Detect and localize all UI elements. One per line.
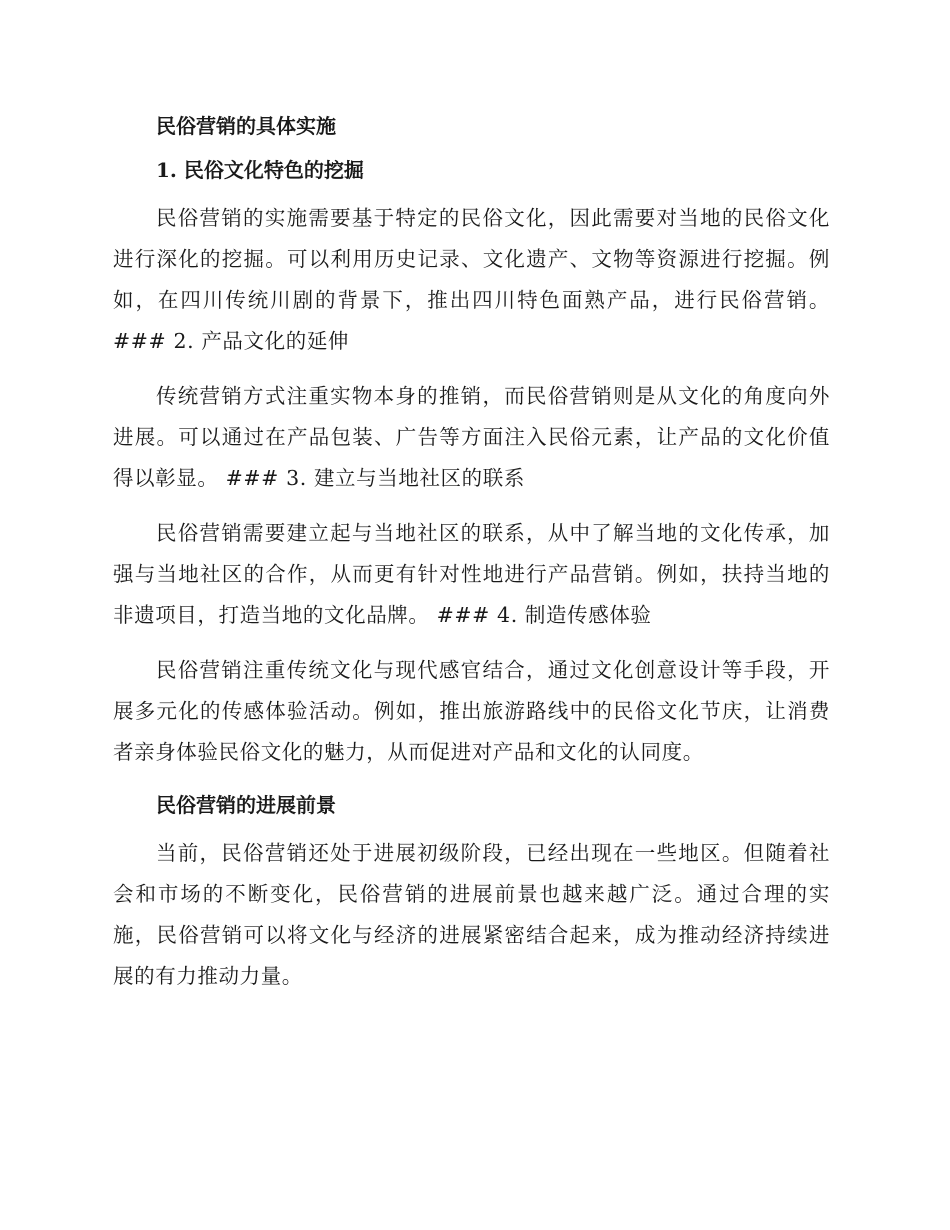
subsection-title-folk-culture: 1. 民俗文化特色的挖掘 xyxy=(156,158,364,182)
paragraph-prospects: 当前，民俗营销还处于进展初级阶段，已经出现在一些地区。但随着社会和市场的不断变化，民俗营销的进展前景也越来越广泛。通过合理的实施，民俗营销可以将文化与经济的进展紧密结合起来，成为推动经济持续进展的有力推动力量。 xyxy=(113,841,830,988)
section-title-prospects: 民俗营销的进展前景 xyxy=(156,793,336,817)
section-title-implementation: 民俗营销的具体实施 xyxy=(156,114,336,138)
paragraph-product-culture: 传统营销方式注重实物本身的推销，而民俗营销则是从文化的角度向外进展。可以通过在产品包装、广告等方面注入民俗元素，让产品的文化价值得以彰显。 ### 3. 建立与当地社区的联系 xyxy=(113,384,830,490)
paragraph-folk-culture: 民俗营销的实施需要基于特定的民俗文化，因此需要对当地的民俗文化进行深化的挖掘。可以利用历史记录、文化遗产、文物等资源进行挖掘。例如，在四川传统川剧的背景下，推出四川特色面熟产品，进行民俗营销。### 2. 产品文化的延伸 xyxy=(113,206,830,353)
paragraph-sensory-experience: 民俗营销注重传统文化与现代感官结合，通过文化创意设计等手段，开展多元化的传感体验活动。例如，推出旅游路线中的民俗文化节庆，让消费者亲身体验民俗文化的魅力，从而促进对产品和文化的认同度。 xyxy=(113,658,830,764)
paragraph-community: 民俗营销需要建立起与当地社区的联系，从中了解当地的文化传承，加强与当地社区的合作，从而更有针对性地进行产品营销。例如，扶持当地的非遗项目，打造当地的文化品牌。 ### 4. 制造传感体验 xyxy=(113,521,830,627)
